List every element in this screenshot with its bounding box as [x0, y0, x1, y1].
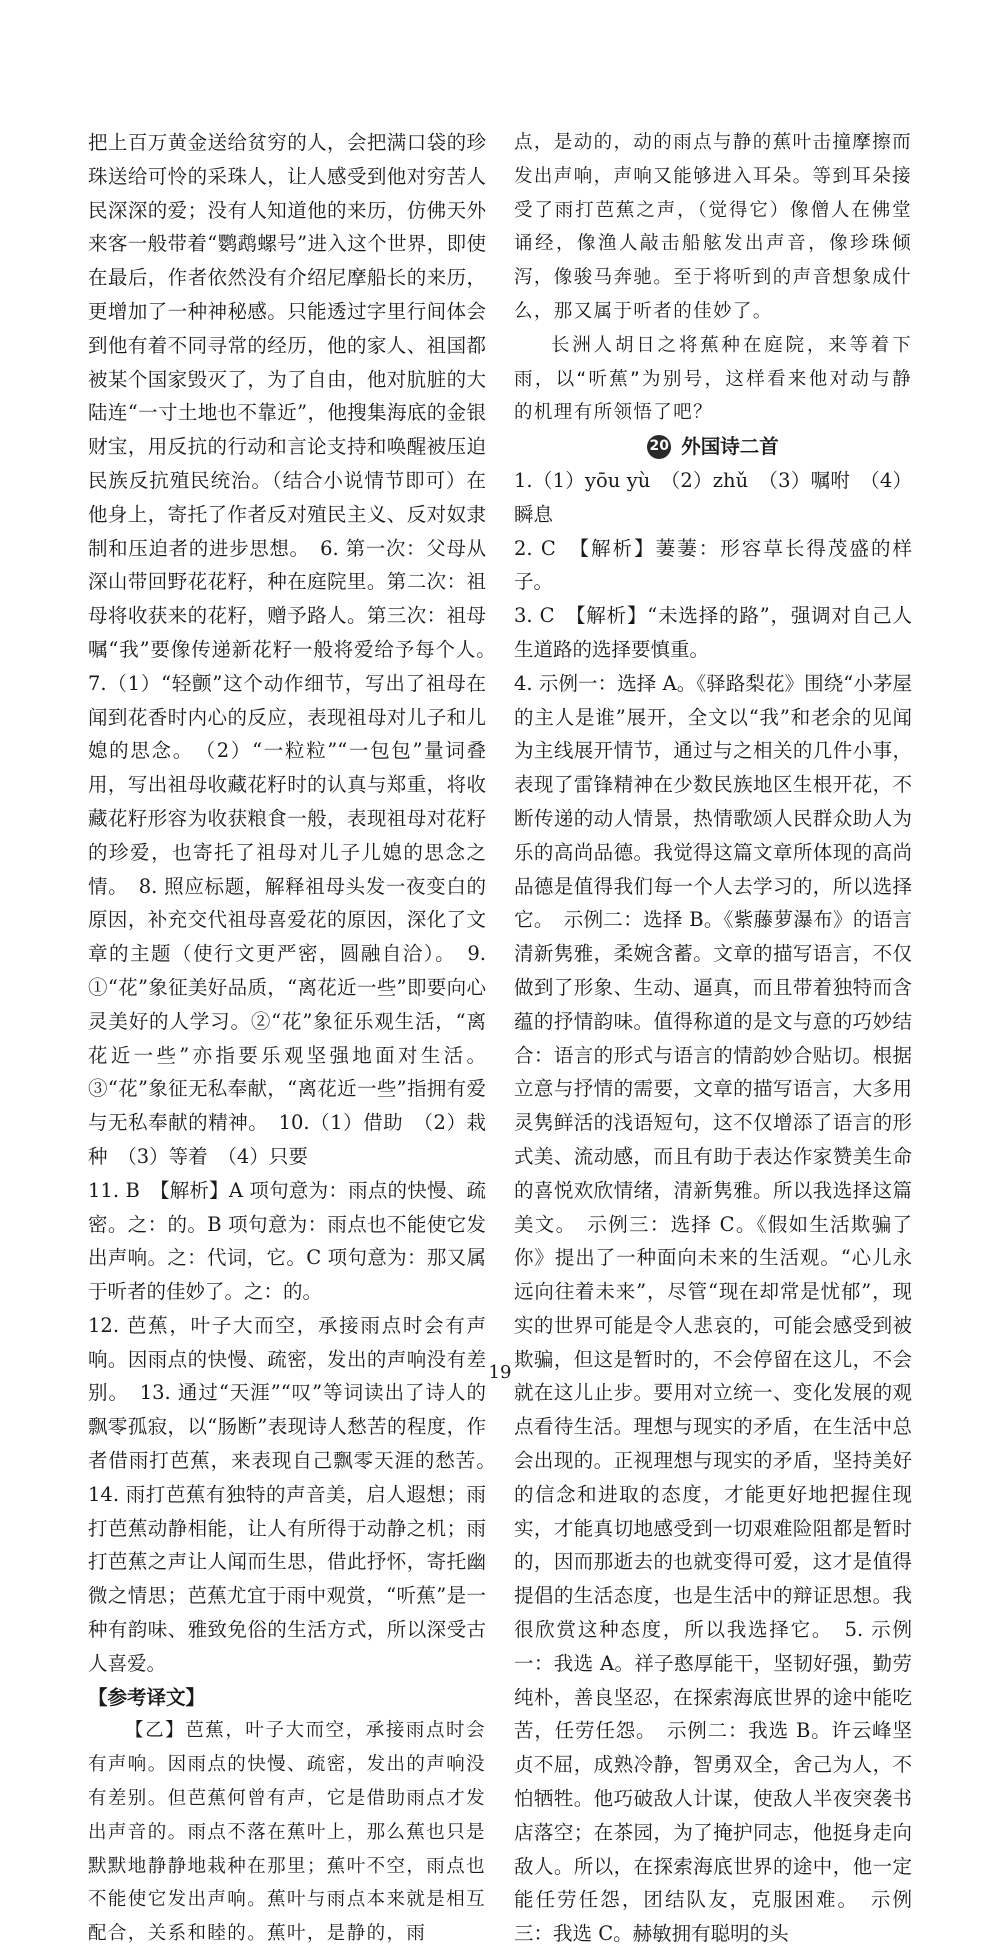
answer-paragraph: 12. 芭蕉，叶子大而空，承接雨点时会有声响。因雨点的快慢、疏密，发出的声响没有差别。 13. 通过“天涯”“叹”等词读出了诗人的飘零孤寂，以“肠断”表现诗人愁苦的程度，作者借雨打芭蕉，来表现自己飘零天涯的愁苦。 14. 雨打芭蕉有独特的声音美，启人遐想；雨打芭蕉动静相能，让人有所得于动静之机；雨打芭蕉之声让人闻而生思，借此抒怀，寄托幽微之情思；芭蕉尤宜于雨中观赏，“听蕉”是一种有韵味、雅致免俗的生活方式，所以深受古人喜爱。 [88, 1313, 506, 1675]
answer-paragraph: 2. C 【解析】萋萋：形容草长得茂盛的样子。 [514, 536, 912, 594]
answer-paragraph: 3. C 【解析】“未选择的路”，强调对自己人生道路的选择要慎重。 [514, 604, 912, 661]
answer-paragraph: 11. B 【解析】A 项句意为：雨点的快慢、疏密。之：的。B 项句意为：雨点也不能使它发出声响。之：代词，它。C 项句意为：那又属于听者的佳妙了。之：的。 [88, 1178, 486, 1304]
translation-paragraph: 【乙】芭蕉，叶子大而空，承接雨点时会有声响。因雨点的快慢、疏密，发出的声响没有差别。但芭蕉何曾有声，它是借助雨点才发出声音的。雨点不落在蕉叶上，那么蕉也只是默默地静静地栽种在那里；蕉叶不空，雨点也不能使它发出声响。蕉叶与雨点本来就是相互配合，关系和睦的。蕉叶，是静的，雨 [88, 1720, 487, 1945]
lesson-heading [514, 430, 912, 464]
right-column [514, 126, 912, 1951]
page-number: 19 [488, 1362, 512, 1383]
answer-paragraph: 1.（1）yōu yù （2）zhǔ （3）嘱咐 （4）瞬息 [514, 468, 912, 526]
translation-paragraph: 长洲人胡日之将蕉种在庭院，来等着下雨，以“听蕉”为别号，这样看来他对动与静的机理有所领悟了吧？ [514, 334, 912, 424]
lesson-title: 外国诗二首 [681, 435, 779, 459]
answer-paragraph: 4. 示例一：选择 A。《驿路梨花》围绕“小茅屋的主人是谁”展开，全文以“我”和老余的见闻为主线展开情节，通过与之相关的几件小事，表现了雷锋精神在少数民族地区生根开花，不断传递的动人情景，热情歌颂人民群众助人为乐的高尚品德。我觉得这篇文章所体现的高尚品德是值得我们每一个人去学习的，所以选择它。 示例二：选择 B。《紫藤萝瀑布》的语言清新隽雅，柔婉含蓄。文章的描写语言，不仅做到了形象、生动、逼真，而且带着独特而含蕴的抒情韵味。值得称道的是文与意的巧妙结合：语言的形式与语言的情韵妙合贴切。根据立意与抒情的需要，文章的描写语言，大多用灵隽鲜活的浅语短句，这不仅增添了语言的形式美、流动感，而且有助于表达作家赞美生命的喜悦欢欣情绪，清新隽雅。所以我选择这篇美文。 示例三：选择 C。《假如生活欺骗了你》提出了一种面向未来的生活观。“心儿永远向往着未来”，尽管“现在却常是忧郁”，现实的世界可能是令人悲哀的，可能会感受到被欺骗，但这是暂时的，不会停留在这儿，不会就在这儿止步。要用对立统一、变化发展的观点看待生活。理想与现实的矛盾，在生活中总会出现的。正视理想与现实的矛盾，坚持美好的信念和进取的态度，才能更好地把握住现实，才能真切地感受到一切艰难险阻都是暂时的，因而那逝去的也就变得可爱，这才是值得提倡的生活态度，也是生活中的辩证思想。我很欣赏这种态度，所以我选择它。 5. 示例一：我选 A。祥子憨厚能干，坚韧好强，勤劳纯朴，善良坚忍，在探索海底世界的途中能吃苦，任劳任怨。 示例二：我选 B。许云峰坚贞不屈，成熟冷静，智勇双全，舍己为人，不怕牺牲。他巧破敌人计谋，使敌人半夜突袭书店落空；在茶园，为了掩护同志，他挺身走向敌人。所以，在探索海底世界的途中，他一定能任劳任怨，团结队友，克服困难。 示例三：我选 C。赫敏拥有聪明的头 [514, 671, 912, 1946]
lesson-number-badge: 20 [647, 435, 671, 459]
reference-translation-label: 【参考译文】 [88, 1685, 206, 1709]
translation-paragraph: 点，是动的，动的雨点与静的蕉叶击撞摩擦而发出声响，声响又能够进入耳朵。等到耳朵接受了雨打芭蕉之声，（觉得它）像僧人在佛堂诵经，像渔人敲击船舷发出声音，像珍珠倾泻，像骏马奔驰。至于将听到的声音想象成什么，那又属于听者的佳妙了。 [514, 132, 913, 322]
answer-paragraph: 把上百万黄金送给贫穷的人，会把满口袋的珍珠送给可怜的采珠人，让人感受到他对穷苦人民深深的爱；没有人知道他的来历，仿佛天外来客一般带着“鹦鹉螺号”进入这个世界，即使在最后，作者依然没有介绍尼摩船长的来历，更增加了一种神秘感。只能透过字里行间体会到他有着不同寻常的经历，他的家人、祖国都被某个国家毁灭了，为了自由，他对肮脏的大陆连“一寸土地也不靠近”，他搜集海底的金银财宝，用反抗的行动和言论支持和唤醒被压迫民族反抗殖民统治。（结合小说情节即可）在他身上，寄托了作者反对殖民主义、反对奴隶制和压迫者的进步思想。 6. 第一次：父母从深山带回野花花籽，种在庭院里。第二次：祖母将收获来的花籽，赠予路人。第三次：祖母嘱“我”要像传递新花籽一般将爱给予每个人。 7.（1）“轻颤”这个动作细节，写出了祖母在闻到花香时内心的反应，表现祖母对儿子和儿媳的思念。 （2）“一粒粒”“一包包”量词叠用，写出祖母收藏花籽时的认真与郑重，将收藏花籽形容为收获粮食一般，表现祖母对花籽的珍爱，也寄托了祖母对儿子儿媳的思念之情。 8. 照应标题，解释祖母头发一夜变白的原因，补充交代祖母喜爱花的原因，深化了文章的主题（使行文更严密，圆融自洽）。 9. ①“花”象征美好品质，“离花近一些”即要向心灵美好的人学习。②“花”象征乐观生活，“离花近一些”亦指要乐观坚强地面对生活。③“花”象征无私奉献，“离花近一些”指拥有爱与无私奉献的精神。 10.（1）借助 （2）栽种 （3）等着 （4）只要 [88, 131, 506, 1168]
